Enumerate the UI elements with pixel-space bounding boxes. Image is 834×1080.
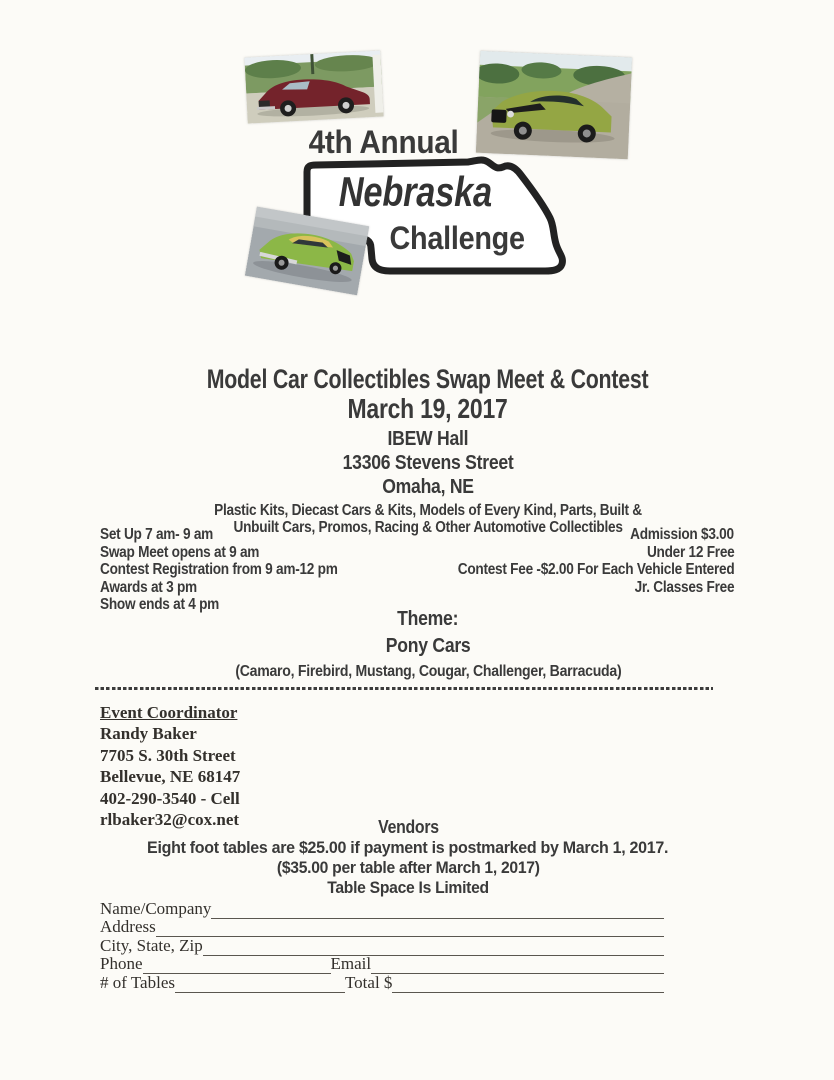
mustang-photo-art [244, 50, 383, 123]
fee-item: Jr. Classes Free [634, 578, 734, 596]
logo-challenge-text: Challenge [389, 220, 526, 256]
tables-total-row [100, 974, 664, 993]
coordinator-phone: 402-290-3540 - Cell [100, 788, 240, 808]
address-label: Address [100, 917, 156, 937]
fee-item: Contest Fee -$2.00 For Each Vehicle Entered [457, 561, 734, 579]
venue-city: Omaha, NE [382, 476, 474, 498]
dashed-divider [95, 687, 713, 690]
schedule-item: Awards at 3 pm [100, 578, 197, 596]
mustang-photo [244, 50, 383, 123]
phone-email-row [100, 956, 664, 975]
vendors-line-3: Table Space Is Limited [327, 879, 489, 897]
schedule-item: Contest Registration from 9 am-12 pm [100, 561, 338, 579]
schedule-item: Swap Meet opens at 9 am [100, 543, 260, 561]
event-date: March 19, 2017 [348, 393, 508, 424]
vendors-heading: Vendors [377, 817, 439, 837]
venue-name: IBEW Hall [387, 428, 469, 450]
name-company-row [100, 900, 664, 919]
items-line-2: Unbuilt Cars, Promos, Racing & Other Automotive Collectibles [233, 519, 623, 536]
name-company-label: Name/Company [100, 898, 212, 918]
schedule-list [100, 526, 370, 614]
email-label: Email [330, 954, 372, 974]
schedule-item: Show ends at 4 pm [100, 596, 220, 614]
theme-label: Theme: [397, 608, 459, 630]
vendors-line-1: Eight foot tables are $25.00 if payment is postmarked by March 1, 2017. [147, 839, 669, 857]
logo-nebraska-text: Nebraska [338, 168, 492, 215]
name-company-blank [211, 904, 664, 919]
total-blank [392, 978, 664, 993]
address-blank [156, 922, 664, 937]
vendors-line-2: ($35.00 per table after March 1, 2017) [276, 859, 540, 877]
coordinator-block [100, 702, 240, 830]
items-line-1: Plastic Kits, Diecast Cars & Kits, Models of Every Kind, Parts, Built & [214, 502, 642, 519]
fee-item: Admission $3.00 [630, 526, 734, 543]
phone-label: Phone [100, 954, 143, 974]
coordinator-city: Bellevue, NE 68147 [100, 767, 241, 787]
city-state-zip-blank [203, 941, 664, 956]
coordinator-street: 7705 S. 30th Street [100, 745, 236, 765]
coordinator-name: Randy Baker [100, 724, 197, 744]
tables-label: # of Tables [100, 972, 175, 992]
schedule-item: Set Up 7 am- 9 am [100, 526, 214, 543]
fees-list [420, 526, 734, 596]
tables-blank [175, 978, 345, 993]
coordinator-email: rlbaker32@cox.net [100, 810, 240, 830]
venue-street: 13306 Stevens Street [342, 452, 514, 474]
vendor-form [100, 900, 664, 993]
email-blank [371, 959, 664, 974]
logo-annual-text: 4th Annual [309, 124, 459, 160]
fee-item: Under 12 Free [646, 543, 734, 561]
city-state-zip-label: City, State, Zip [100, 935, 203, 955]
total-label: Total $ [344, 972, 393, 992]
theme-examples: (Camaro, Firebird, Mustang, Cougar, Challenger, Barracuda) [234, 663, 622, 680]
event-title: Model Car Collectibles Swap Meet & Contest [207, 364, 649, 394]
theme-name: Pony Cars [385, 635, 471, 657]
coordinator-heading: Event Coordinator [100, 703, 238, 722]
city-state-zip-row [100, 937, 664, 956]
address-row [100, 919, 664, 938]
